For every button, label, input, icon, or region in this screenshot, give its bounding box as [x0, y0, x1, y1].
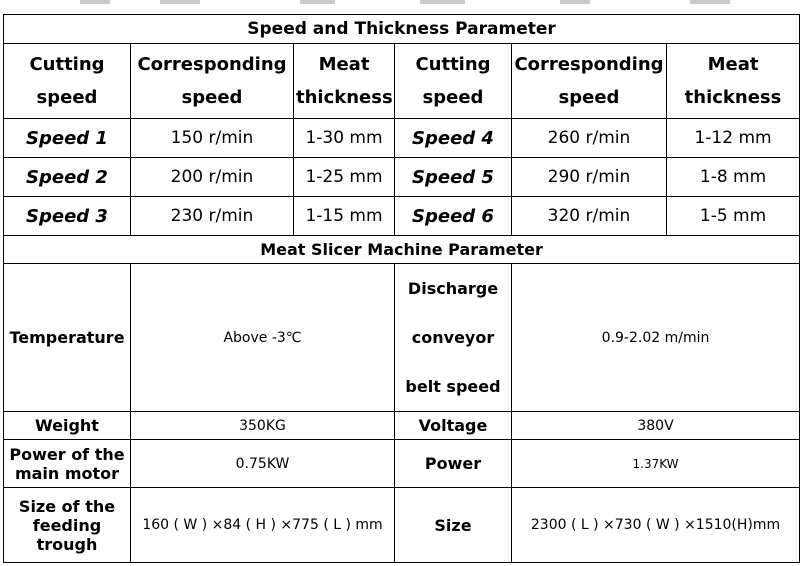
voltage-value: 380V [512, 412, 800, 440]
table-row [4, 488, 800, 563]
table-row [4, 412, 800, 440]
table-row [4, 440, 800, 488]
main-motor-value: 0.75KW [131, 440, 395, 488]
speed-rpm: 150 r/min [131, 119, 294, 158]
header-meat-thickness: Meat thickness [294, 44, 395, 119]
meat-thickness: 1-12 mm [667, 119, 800, 158]
meat-thickness: 1-5 mm [667, 197, 800, 236]
speed-name: Speed 3 [4, 197, 131, 236]
feeding-trough-value: 160 ( W ) ×84 ( H ) ×775 ( L ) mm [131, 488, 395, 563]
speed-rpm: 260 r/min [512, 119, 667, 158]
parameter-table [3, 14, 800, 563]
header-cutting-speed: Cutting speed [395, 44, 512, 119]
speed-name: Speed 1 [4, 119, 131, 158]
top-image-edge [0, 0, 800, 6]
weight-label: Weight [4, 412, 131, 440]
size-value: 2300 ( L ) ×730 ( W ) ×1510(H)mm [512, 488, 800, 563]
meat-thickness: 1-25 mm [294, 158, 395, 197]
header-corresponding-speed: Corresponding speed [512, 44, 667, 119]
table-row [4, 119, 800, 158]
temperature-value: Above -3℃ [131, 264, 395, 412]
machine-table-title: Meat Slicer Machine Parameter [4, 236, 800, 264]
speed-name: Speed 4 [395, 119, 512, 158]
table-row [4, 158, 800, 197]
header-corresponding-speed: Corresponding speed [131, 44, 294, 119]
speed-table-title: Speed and Thickness Parameter [4, 15, 800, 44]
speed-rpm: 200 r/min [131, 158, 294, 197]
meat-thickness: 1-30 mm [294, 119, 395, 158]
header-meat-thickness: Meat thickness [667, 44, 800, 119]
speed-table-header-row [4, 44, 800, 119]
speed-name: Speed 2 [4, 158, 131, 197]
voltage-label: Voltage [395, 412, 512, 440]
weight-value: 350KG [131, 412, 395, 440]
speed-name: Speed 5 [395, 158, 512, 197]
temperature-label: Temperature [4, 264, 131, 412]
feeding-trough-label: Size of the feeding trough [4, 488, 131, 563]
header-cutting-speed: Cutting speed [4, 44, 131, 119]
table-row [4, 197, 800, 236]
meat-thickness: 1-8 mm [667, 158, 800, 197]
speed-rpm: 320 r/min [512, 197, 667, 236]
speed-rpm: 290 r/min [512, 158, 667, 197]
power-label: Power [395, 440, 512, 488]
size-label: Size [395, 488, 512, 563]
meat-thickness: 1-15 mm [294, 197, 395, 236]
speed-rpm: 230 r/min [131, 197, 294, 236]
power-value: 1.37KW [512, 440, 800, 488]
main-motor-label: Power of the main motor [4, 440, 131, 488]
speed-name: Speed 6 [395, 197, 512, 236]
discharge-speed-label: Discharge conveyor belt speed [395, 264, 512, 412]
table-row [4, 264, 800, 412]
discharge-speed-value: 0.9-2.02 m/min [512, 264, 800, 412]
